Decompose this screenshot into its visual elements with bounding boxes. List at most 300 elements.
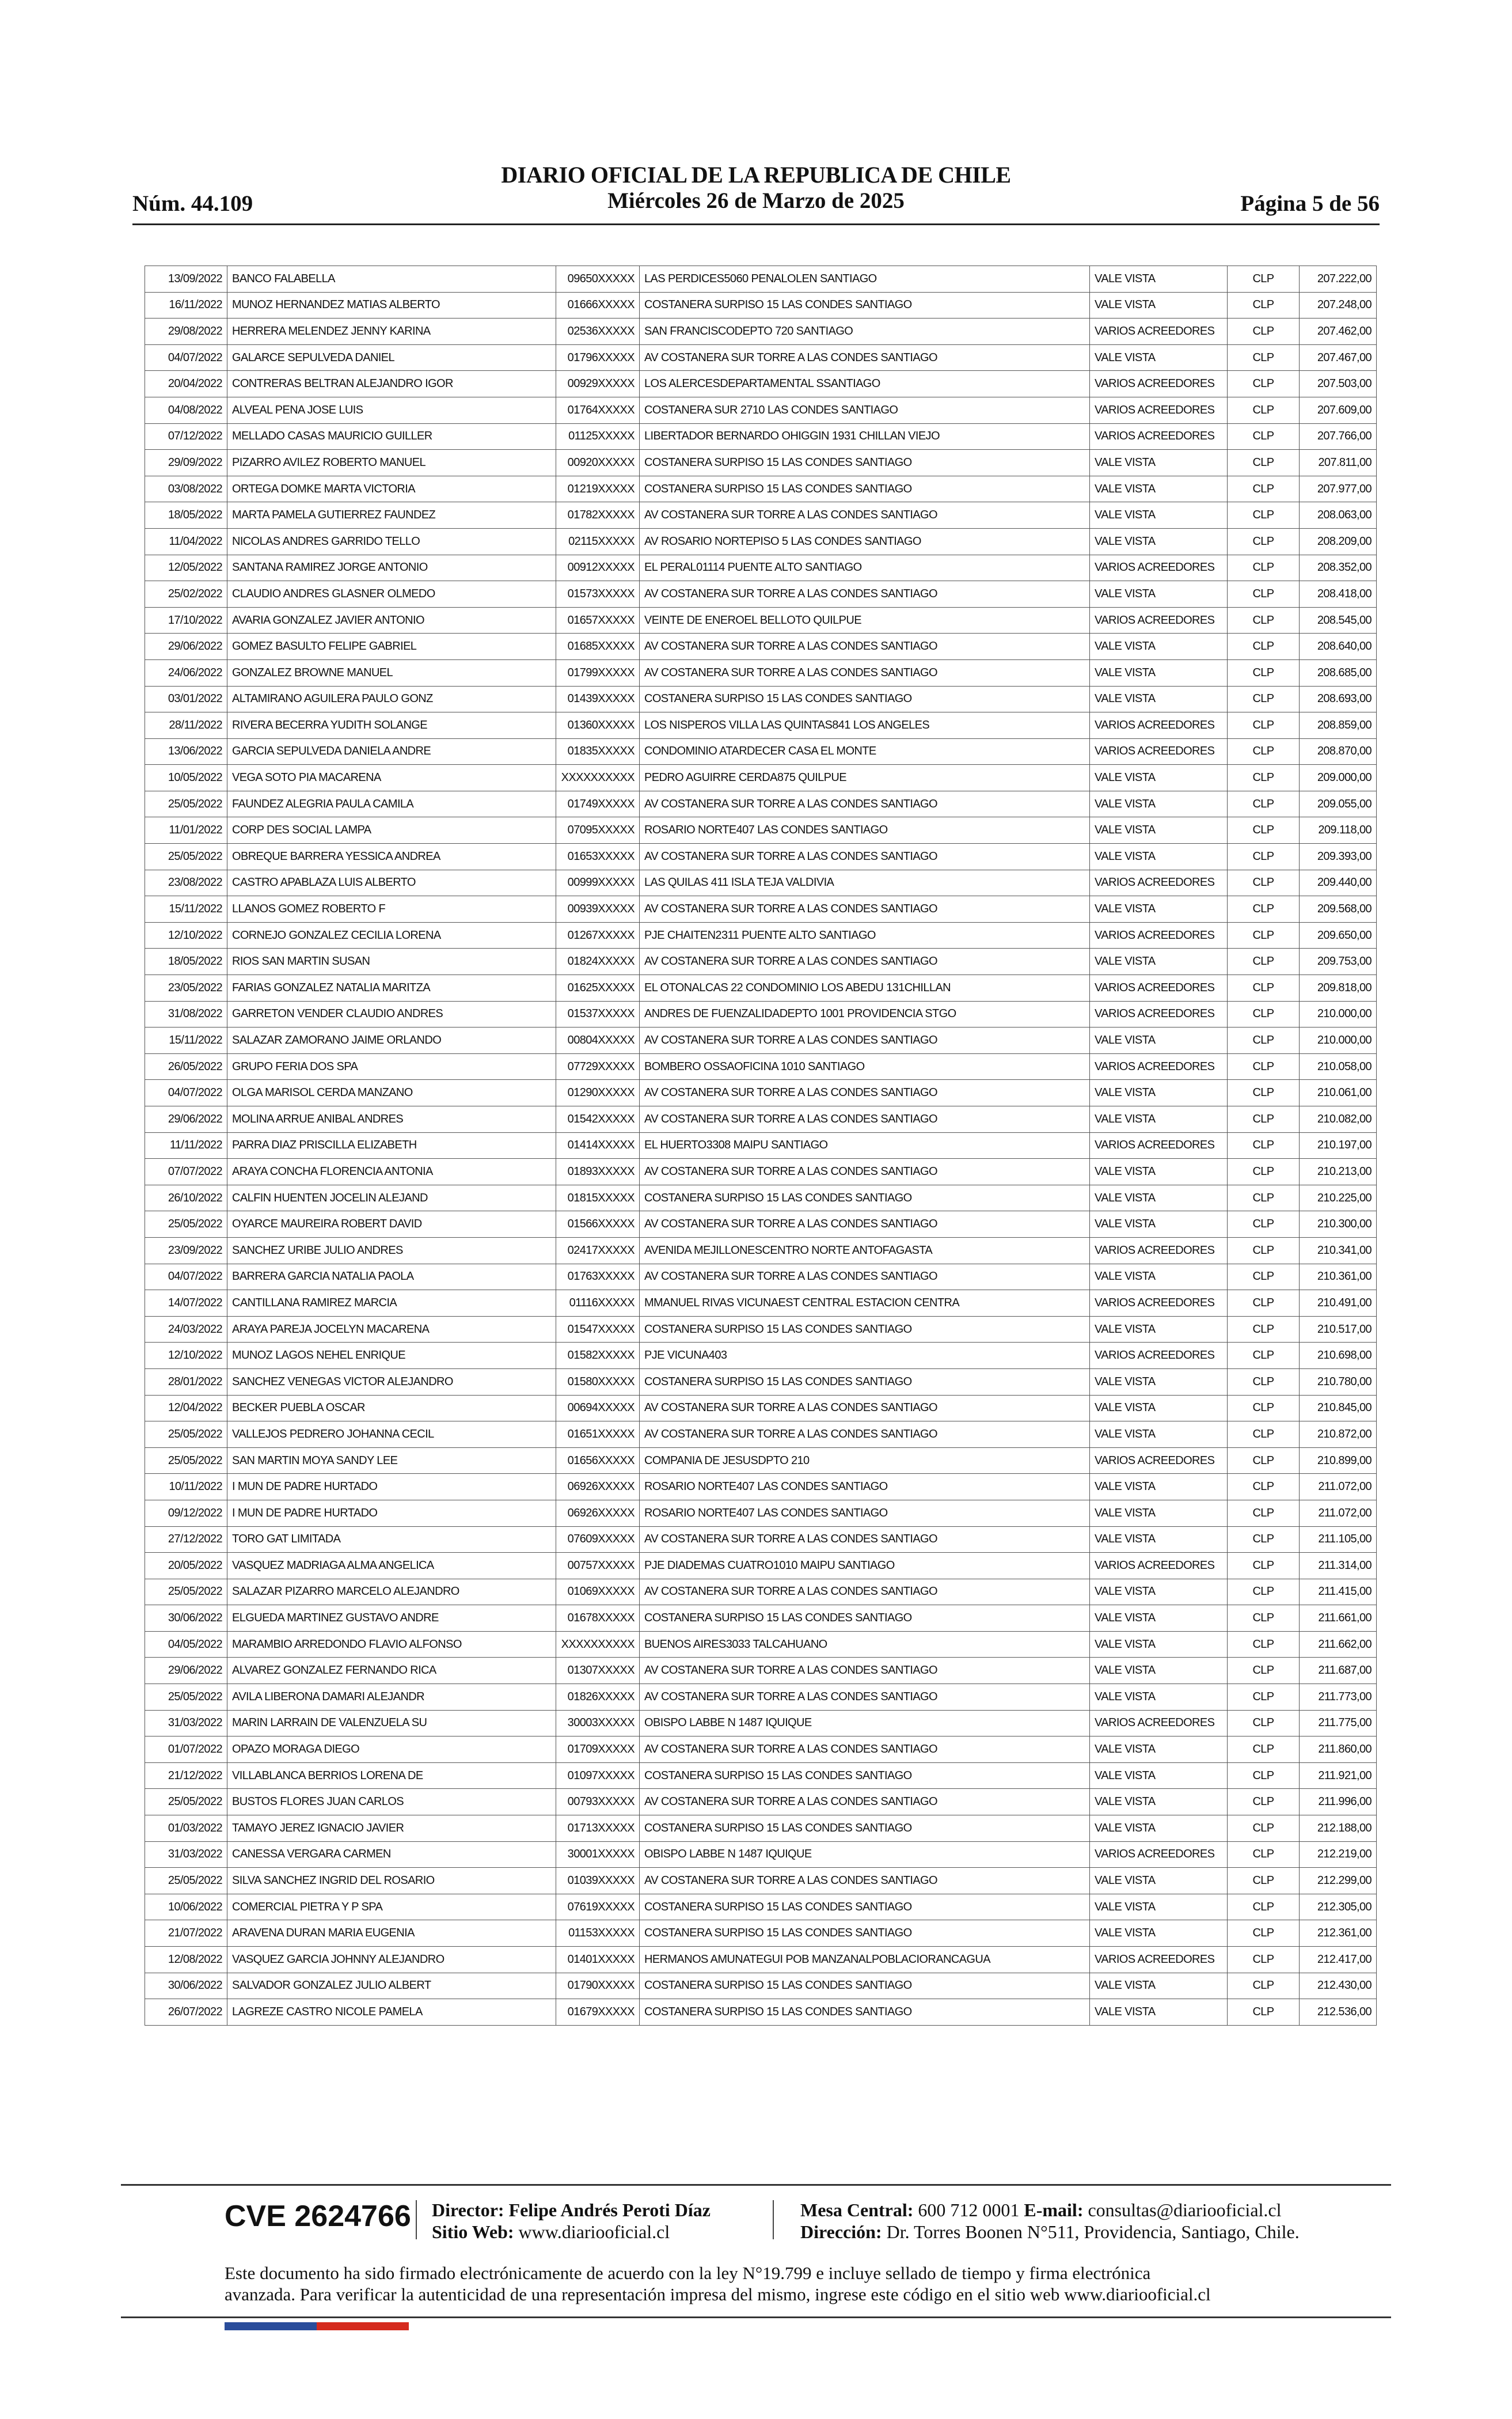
row-date: 11/01/2022 xyxy=(145,817,227,844)
row-address: LIBERTADOR BERNARDO OHIGGIN 1931 CHILLAN VIEJO xyxy=(640,423,1090,450)
row-name: ARAYA PAREJA JOCELYN MACARENA xyxy=(227,1316,556,1343)
row-payment-type: VALE VISTA xyxy=(1090,1973,1228,1999)
row-payment-type: VARIOS ACREEDORES xyxy=(1090,1553,1228,1579)
row-address: AV COSTANERA SUR TORRE A LAS CONDES SANTIAGO xyxy=(640,896,1090,923)
table-row xyxy=(145,1316,1377,1343)
row-rut: 07619XXXXX xyxy=(556,1894,640,1920)
row-rut: 01625XXXXX xyxy=(556,975,640,1002)
row-currency: CLP xyxy=(1228,1132,1300,1159)
row-amount: 211.860,00 xyxy=(1300,1736,1377,1763)
row-name: AVARIA GONZALEZ JAVIER ANTONIO xyxy=(227,607,556,634)
row-amount: 210.899,00 xyxy=(1300,1447,1377,1474)
row-name: CASTRO APABLAZA LUIS ALBERTO xyxy=(227,870,556,896)
row-currency: CLP xyxy=(1228,1316,1300,1343)
row-date: 29/06/2022 xyxy=(145,634,227,660)
table-row xyxy=(145,1841,1377,1868)
row-payment-type: VALE VISTA xyxy=(1090,1500,1228,1526)
row-payment-type: VALE VISTA xyxy=(1090,502,1228,529)
row-payment-type: VALE VISTA xyxy=(1090,1185,1228,1211)
row-payment-type: VALE VISTA xyxy=(1090,844,1228,870)
row-name: VASQUEZ GARCIA JOHNNY ALEJANDRO xyxy=(227,1947,556,1973)
email-label: E-mail: xyxy=(1024,2200,1084,2220)
row-currency: CLP xyxy=(1228,1185,1300,1211)
row-amount: 211.775,00 xyxy=(1300,1710,1377,1736)
row-payment-type: VALE VISTA xyxy=(1090,528,1228,555)
row-payment-type: VALE VISTA xyxy=(1090,344,1228,371)
row-address: AV COSTANERA SUR TORRE A LAS CONDES SANTIAGO xyxy=(640,1106,1090,1133)
row-amount: 209.818,00 xyxy=(1300,975,1377,1002)
row-address: COSTANERA SURPISO 15 LAS CONDES SANTIAGO xyxy=(640,292,1090,319)
row-rut: 01414XXXXX xyxy=(556,1132,640,1159)
row-name: COMERCIAL PIETRA Y P SPA xyxy=(227,1894,556,1920)
row-name: TAMAYO JEREZ IGNACIO JAVIER xyxy=(227,1815,556,1842)
table-row xyxy=(145,1395,1377,1421)
row-rut: 00793XXXXX xyxy=(556,1789,640,1815)
row-name: CANTILLANA RAMIREZ MARCIA xyxy=(227,1290,556,1317)
row-date: 01/03/2022 xyxy=(145,1815,227,1842)
row-name: VILLABLANCA BERRIOS LORENA DE xyxy=(227,1762,556,1789)
row-rut: 00920XXXXX xyxy=(556,450,640,476)
records-table-wrapper xyxy=(145,266,1376,2026)
row-date: 07/12/2022 xyxy=(145,423,227,450)
row-address: LAS QUILAS 411 ISLA TEJA VALDIVIA xyxy=(640,870,1090,896)
row-payment-type: VALE VISTA xyxy=(1090,476,1228,502)
row-amount: 208.859,00 xyxy=(1300,712,1377,739)
row-payment-type: VALE VISTA xyxy=(1090,1264,1228,1290)
table-row xyxy=(145,634,1377,660)
row-amount: 212.536,00 xyxy=(1300,1999,1377,2026)
row-address: ROSARIO NORTE407 LAS CONDES SANTIAGO xyxy=(640,1500,1090,1526)
row-currency: CLP xyxy=(1228,870,1300,896)
website-link[interactable]: www.diariooficial.cl xyxy=(518,2221,670,2242)
row-date: 23/08/2022 xyxy=(145,870,227,896)
row-payment-type: VALE VISTA xyxy=(1090,581,1228,608)
row-name: PIZARRO AVILEZ ROBERTO MANUEL xyxy=(227,450,556,476)
row-payment-type: VARIOS ACREEDORES xyxy=(1090,738,1228,765)
row-amount: 210.517,00 xyxy=(1300,1316,1377,1343)
row-rut: 01763XXXXX xyxy=(556,1264,640,1290)
row-date: 04/07/2022 xyxy=(145,344,227,371)
row-name: SANTANA RAMIREZ JORGE ANTONIO xyxy=(227,555,556,581)
row-name: RIVERA BECERRA YUDITH SOLANGE xyxy=(227,712,556,739)
row-currency: CLP xyxy=(1228,975,1300,1002)
row-name: TORO GAT LIMITADA xyxy=(227,1526,556,1553)
row-name: ALVEAL PENA JOSE LUIS xyxy=(227,397,556,423)
row-payment-type: VARIOS ACREEDORES xyxy=(1090,371,1228,397)
row-rut: 00939XXXXX xyxy=(556,896,640,923)
row-date: 09/12/2022 xyxy=(145,1500,227,1526)
row-amount: 211.072,00 xyxy=(1300,1500,1377,1526)
row-date: 21/07/2022 xyxy=(145,1920,227,1947)
table-row xyxy=(145,1579,1377,1605)
row-date: 26/05/2022 xyxy=(145,1053,227,1080)
row-address: COSTANERA SURPISO 15 LAS CONDES SANTIAGO xyxy=(640,476,1090,502)
table-row xyxy=(145,817,1377,844)
row-currency: CLP xyxy=(1228,1106,1300,1133)
row-rut: 01653XXXXX xyxy=(556,844,640,870)
row-address: AV COSTANERA SUR TORRE A LAS CONDES SANTIAGO xyxy=(640,844,1090,870)
row-date: 10/06/2022 xyxy=(145,1894,227,1920)
row-date: 12/08/2022 xyxy=(145,1947,227,1973)
table-row xyxy=(145,607,1377,634)
row-rut: 00757XXXXX xyxy=(556,1553,640,1579)
row-payment-type: VARIOS ACREEDORES xyxy=(1090,1001,1228,1027)
row-date: 15/11/2022 xyxy=(145,1027,227,1054)
row-payment-type: VARIOS ACREEDORES xyxy=(1090,1132,1228,1159)
row-payment-type: VALE VISTA xyxy=(1090,765,1228,791)
row-date: 12/10/2022 xyxy=(145,922,227,949)
row-date: 15/11/2022 xyxy=(145,896,227,923)
row-rut: 01401XXXXX xyxy=(556,1947,640,1973)
table-row xyxy=(145,791,1377,817)
row-date: 13/09/2022 xyxy=(145,266,227,293)
table-row xyxy=(145,1132,1377,1159)
row-address: COSTANERA SURPISO 15 LAS CONDES SANTIAGO xyxy=(640,1894,1090,1920)
row-date: 03/01/2022 xyxy=(145,686,227,712)
row-amount: 207.248,00 xyxy=(1300,292,1377,319)
row-amount: 210.082,00 xyxy=(1300,1106,1377,1133)
row-currency: CLP xyxy=(1228,659,1300,686)
row-payment-type: VARIOS ACREEDORES xyxy=(1090,1343,1228,1369)
row-address: HERMANOS AMUNATEGUI POB MANZANALPOBLACIORANCAGUA xyxy=(640,1947,1090,1973)
row-name: VASQUEZ MADRIAGA ALMA ANGELICA xyxy=(227,1553,556,1579)
row-date: 20/05/2022 xyxy=(145,1553,227,1579)
row-name: OPAZO MORAGA DIEGO xyxy=(227,1736,556,1763)
row-amount: 210.225,00 xyxy=(1300,1185,1377,1211)
row-date: 11/04/2022 xyxy=(145,528,227,555)
row-payment-type: VALE VISTA xyxy=(1090,1526,1228,1553)
row-payment-type: VARIOS ACREEDORES xyxy=(1090,555,1228,581)
row-date: 25/05/2022 xyxy=(145,844,227,870)
row-payment-type: VALE VISTA xyxy=(1090,1736,1228,1763)
row-amount: 212.430,00 xyxy=(1300,1973,1377,1999)
row-payment-type: VALE VISTA xyxy=(1090,1762,1228,1789)
row-address: MMANUEL RIVAS VICUNAEST CENTRAL ESTACION CENTRA xyxy=(640,1290,1090,1317)
row-amount: 210.213,00 xyxy=(1300,1159,1377,1185)
row-amount: 211.773,00 xyxy=(1300,1684,1377,1711)
row-address: AV COSTANERA SUR TORRE A LAS CONDES SANTIAGO xyxy=(640,1658,1090,1684)
row-rut: 01651XXXXX xyxy=(556,1421,640,1448)
table-row xyxy=(145,1526,1377,1553)
row-name: OBREQUE BARRERA YESSICA ANDREA xyxy=(227,844,556,870)
row-amount: 210.845,00 xyxy=(1300,1395,1377,1421)
row-name: AVILA LIBERONA DAMARI ALEJANDR xyxy=(227,1684,556,1711)
row-address: AV COSTANERA SUR TORRE A LAS CONDES SANTIAGO xyxy=(640,949,1090,975)
row-amount: 210.000,00 xyxy=(1300,1027,1377,1054)
page-number: Página 5 de 56 xyxy=(1240,191,1380,216)
table-row xyxy=(145,738,1377,765)
row-address: BUENOS AIRES3033 TALCAHUANO xyxy=(640,1631,1090,1658)
row-currency: CLP xyxy=(1228,476,1300,502)
row-payment-type: VARIOS ACREEDORES xyxy=(1090,870,1228,896)
row-address: AV COSTANERA SUR TORRE A LAS CONDES SANTIAGO xyxy=(640,791,1090,817)
row-rut: 01835XXXXX xyxy=(556,738,640,765)
row-address: AV COSTANERA SUR TORRE A LAS CONDES SANTIAGO xyxy=(640,1027,1090,1054)
table-row xyxy=(145,397,1377,423)
row-amount: 212.361,00 xyxy=(1300,1920,1377,1947)
row-currency: CLP xyxy=(1228,1237,1300,1264)
row-name: SAN MARTIN MOYA SANDY LEE xyxy=(227,1447,556,1474)
row-rut: 02417XXXXX xyxy=(556,1237,640,1264)
row-currency: CLP xyxy=(1228,1973,1300,1999)
row-currency: CLP xyxy=(1228,949,1300,975)
row-name: I MUN DE PADRE HURTADO xyxy=(227,1474,556,1500)
row-rut: 07729XXXXX xyxy=(556,1053,640,1080)
row-currency: CLP xyxy=(1228,817,1300,844)
row-rut: 01796XXXXX xyxy=(556,344,640,371)
row-address: COSTANERA SURPISO 15 LAS CONDES SANTIAGO xyxy=(640,1605,1090,1632)
address-label: Dirección: xyxy=(800,2221,882,2242)
row-address: BOMBERO OSSAOFICINA 1010 SANTIAGO xyxy=(640,1053,1090,1080)
row-name: GARRETON VENDER CLAUDIO ANDRES xyxy=(227,1001,556,1027)
row-rut: 01116XXXXX xyxy=(556,1290,640,1317)
row-address: AVENIDA MEJILLONESCENTRO NORTE ANTOFAGASTA xyxy=(640,1237,1090,1264)
row-name: CONTRERAS BELTRAN ALEJANDRO IGOR xyxy=(227,371,556,397)
row-date: 18/05/2022 xyxy=(145,502,227,529)
row-currency: CLP xyxy=(1228,1605,1300,1632)
row-payment-type: VALE VISTA xyxy=(1090,1211,1228,1238)
row-rut: 01290XXXXX xyxy=(556,1080,640,1106)
row-name: CORNEJO GONZALEZ CECILIA LORENA xyxy=(227,922,556,949)
row-date: 21/12/2022 xyxy=(145,1762,227,1789)
row-rut: 01656XXXXX xyxy=(556,1447,640,1474)
director-label: Director: xyxy=(432,2200,504,2220)
row-date: 28/01/2022 xyxy=(145,1368,227,1395)
row-payment-type: VALE VISTA xyxy=(1090,1421,1228,1448)
row-payment-type: VALE VISTA xyxy=(1090,659,1228,686)
row-name: GRUPO FERIA DOS SPA xyxy=(227,1053,556,1080)
row-address: ROSARIO NORTE407 LAS CONDES SANTIAGO xyxy=(640,817,1090,844)
table-row xyxy=(145,528,1377,555)
row-payment-type: VARIOS ACREEDORES xyxy=(1090,423,1228,450)
page-header xyxy=(132,162,1380,220)
row-date: 17/10/2022 xyxy=(145,607,227,634)
row-payment-type: VARIOS ACREEDORES xyxy=(1090,1841,1228,1868)
table-row xyxy=(145,1447,1377,1474)
row-amount: 209.753,00 xyxy=(1300,949,1377,975)
row-currency: CLP xyxy=(1228,1762,1300,1789)
row-name: SILVA SANCHEZ INGRID DEL ROSARIO xyxy=(227,1868,556,1894)
row-address: COSTANERA SURPISO 15 LAS CONDES SANTIAGO xyxy=(640,450,1090,476)
row-payment-type: VARIOS ACREEDORES xyxy=(1090,1447,1228,1474)
row-rut: 01749XXXXX xyxy=(556,791,640,817)
row-payment-type: VALE VISTA xyxy=(1090,1658,1228,1684)
row-date: 29/06/2022 xyxy=(145,1658,227,1684)
masthead xyxy=(132,162,1380,214)
row-address: AV COSTANERA SUR TORRE A LAS CONDES SANTIAGO xyxy=(640,659,1090,686)
row-payment-type: VALE VISTA xyxy=(1090,686,1228,712)
row-rut: 01685XXXXX xyxy=(556,634,640,660)
row-rut: 01069XXXXX xyxy=(556,1579,640,1605)
table-row xyxy=(145,1237,1377,1264)
row-rut: 01573XXXXX xyxy=(556,581,640,608)
row-currency: CLP xyxy=(1228,1553,1300,1579)
row-currency: CLP xyxy=(1228,1500,1300,1526)
row-payment-type: VARIOS ACREEDORES xyxy=(1090,607,1228,634)
row-address: OBISPO LABBE N 1487 IQUIQUE xyxy=(640,1710,1090,1736)
row-rut: 06926XXXXX xyxy=(556,1500,640,1526)
row-date: 01/07/2022 xyxy=(145,1736,227,1763)
row-amount: 209.393,00 xyxy=(1300,844,1377,870)
row-amount: 209.055,00 xyxy=(1300,791,1377,817)
row-name: VEGA SOTO PIA MACARENA xyxy=(227,765,556,791)
row-rut: 01666XXXXX xyxy=(556,292,640,319)
row-address: SAN FRANCISCODEPTO 720 SANTIAGO xyxy=(640,319,1090,345)
table-row xyxy=(145,1789,1377,1815)
row-amount: 208.640,00 xyxy=(1300,634,1377,660)
row-amount: 211.996,00 xyxy=(1300,1789,1377,1815)
row-currency: CLP xyxy=(1228,1368,1300,1395)
row-rut: 01799XXXXX xyxy=(556,659,640,686)
row-rut: 00912XXXXX xyxy=(556,555,640,581)
row-payment-type: VARIOS ACREEDORES xyxy=(1090,975,1228,1002)
row-address: COMPANIA DE JESUSDPTO 210 xyxy=(640,1447,1090,1474)
row-rut: 01713XXXXX xyxy=(556,1815,640,1842)
row-name: MUNOZ LAGOS NEHEL ENRIQUE xyxy=(227,1343,556,1369)
row-amount: 211.687,00 xyxy=(1300,1658,1377,1684)
mesa-phone: 600 712 0001 xyxy=(918,2200,1020,2220)
address-text: Dr. Torres Boonen N°511, Providencia, Santiago, Chile. xyxy=(886,2221,1300,2242)
row-name: CORP DES SOCIAL LAMPA xyxy=(227,817,556,844)
row-currency: CLP xyxy=(1228,896,1300,923)
row-currency: CLP xyxy=(1228,266,1300,293)
row-name: RIOS SAN MARTIN SUSAN xyxy=(227,949,556,975)
row-currency: CLP xyxy=(1228,292,1300,319)
row-currency: CLP xyxy=(1228,1658,1300,1684)
row-currency: CLP xyxy=(1228,450,1300,476)
row-currency: CLP xyxy=(1228,1290,1300,1317)
row-rut: 01566XXXXX xyxy=(556,1211,640,1238)
row-amount: 210.341,00 xyxy=(1300,1237,1377,1264)
table-row xyxy=(145,1343,1377,1369)
row-date: 25/05/2022 xyxy=(145,1579,227,1605)
row-date: 30/06/2022 xyxy=(145,1605,227,1632)
row-name: CANESSA VERGARA CARMEN xyxy=(227,1841,556,1868)
row-currency: CLP xyxy=(1228,1526,1300,1553)
row-rut: XXXXXXXXXX xyxy=(556,765,640,791)
row-address: AV COSTANERA SUR TORRE A LAS CONDES SANTIAGO xyxy=(640,581,1090,608)
row-amount: 208.418,00 xyxy=(1300,581,1377,608)
row-currency: CLP xyxy=(1228,1684,1300,1711)
row-payment-type: VALE VISTA xyxy=(1090,1579,1228,1605)
table-row xyxy=(145,1106,1377,1133)
row-currency: CLP xyxy=(1228,581,1300,608)
row-currency: CLP xyxy=(1228,1815,1300,1842)
table-row xyxy=(145,1053,1377,1080)
row-name: SALAZAR ZAMORANO JAIME ORLANDO xyxy=(227,1027,556,1054)
table-row xyxy=(145,344,1377,371)
row-rut: 01815XXXXX xyxy=(556,1185,640,1211)
row-name: LLANOS GOMEZ ROBERTO F xyxy=(227,896,556,923)
table-row xyxy=(145,712,1377,739)
table-row xyxy=(145,949,1377,975)
row-name: SALVADOR GONZALEZ JULIO ALBERT xyxy=(227,1973,556,1999)
row-date: 04/07/2022 xyxy=(145,1080,227,1106)
row-rut: 00694XXXXX xyxy=(556,1395,640,1421)
row-currency: CLP xyxy=(1228,1920,1300,1947)
row-address: PEDRO AGUIRRE CERDA875 QUILPUE xyxy=(640,765,1090,791)
row-currency: CLP xyxy=(1228,1579,1300,1605)
row-amount: 210.197,00 xyxy=(1300,1132,1377,1159)
header-divider xyxy=(132,223,1380,225)
row-currency: CLP xyxy=(1228,1894,1300,1920)
row-amount: 210.000,00 xyxy=(1300,1001,1377,1027)
row-rut: 01307XXXXX xyxy=(556,1658,640,1684)
row-rut: 02115XXXXX xyxy=(556,528,640,555)
row-payment-type: VALE VISTA xyxy=(1090,1106,1228,1133)
table-row xyxy=(145,1500,1377,1526)
row-rut: 30003XXXXX xyxy=(556,1710,640,1736)
row-address: LAS PERDICES5060 PENALOLEN SANTIAGO xyxy=(640,266,1090,293)
table-row xyxy=(145,1211,1377,1238)
row-currency: CLP xyxy=(1228,1001,1300,1027)
row-address: AV COSTANERA SUR TORRE A LAS CONDES SANTIAGO xyxy=(640,1264,1090,1290)
row-rut: 00929XXXXX xyxy=(556,371,640,397)
row-address: CONDOMINIO ATARDECER CASA EL MONTE xyxy=(640,738,1090,765)
row-date: 26/10/2022 xyxy=(145,1185,227,1211)
row-payment-type: VARIOS ACREEDORES xyxy=(1090,922,1228,949)
row-payment-type: VARIOS ACREEDORES xyxy=(1090,1710,1228,1736)
row-payment-type: VALE VISTA xyxy=(1090,1999,1228,2026)
row-payment-type: VALE VISTA xyxy=(1090,450,1228,476)
records-table xyxy=(145,266,1377,2026)
row-rut: 01764XXXXX xyxy=(556,397,640,423)
row-amount: 207.467,00 xyxy=(1300,344,1377,371)
row-name: SALAZAR PIZARRO MARCELO ALEJANDRO xyxy=(227,1579,556,1605)
row-name: GONZALEZ BROWNE MANUEL xyxy=(227,659,556,686)
row-address: LOS NISPEROS VILLA LAS QUINTAS841 LOS ANGELES xyxy=(640,712,1090,739)
row-address: COSTANERA SURPISO 15 LAS CONDES SANTIAGO xyxy=(640,1973,1090,1999)
row-payment-type: VARIOS ACREEDORES xyxy=(1090,1237,1228,1264)
row-currency: CLP xyxy=(1228,1789,1300,1815)
row-address: OBISPO LABBE N 1487 IQUIQUE xyxy=(640,1841,1090,1868)
row-name: ALVAREZ GONZALEZ FERNANDO RICA xyxy=(227,1658,556,1684)
row-name: OLGA MARISOL CERDA MANZANO xyxy=(227,1080,556,1106)
row-name: MARTA PAMELA GUTIERREZ FAUNDEZ xyxy=(227,502,556,529)
row-amount: 212.299,00 xyxy=(1300,1868,1377,1894)
row-payment-type: VARIOS ACREEDORES xyxy=(1090,319,1228,345)
row-payment-type: VALE VISTA xyxy=(1090,1159,1228,1185)
row-address: AV COSTANERA SUR TORRE A LAS CONDES SANTIAGO xyxy=(640,634,1090,660)
row-rut: 09650XXXXX xyxy=(556,266,640,293)
row-date: 12/04/2022 xyxy=(145,1395,227,1421)
row-address: AV COSTANERA SUR TORRE A LAS CONDES SANTIAGO xyxy=(640,1421,1090,1448)
email-link[interactable]: consultas@diariooficial.cl xyxy=(1088,2200,1282,2220)
row-currency: CLP xyxy=(1228,1631,1300,1658)
row-address: EL HUERTO3308 MAIPU SANTIAGO xyxy=(640,1132,1090,1159)
row-name: MUNOZ HERNANDEZ MATIAS ALBERTO xyxy=(227,292,556,319)
row-amount: 211.662,00 xyxy=(1300,1631,1377,1658)
row-rut: 01360XXXXX xyxy=(556,712,640,739)
table-row xyxy=(145,1290,1377,1317)
flag-stripe xyxy=(225,2322,409,2330)
row-amount: 210.061,00 xyxy=(1300,1080,1377,1106)
row-payment-type: VARIOS ACREEDORES xyxy=(1090,1947,1228,1973)
row-address: AV ROSARIO NORTEPISO 5 LAS CONDES SANTIAGO xyxy=(640,528,1090,555)
row-currency: CLP xyxy=(1228,1264,1300,1290)
row-payment-type: VALE VISTA xyxy=(1090,1631,1228,1658)
row-amount: 211.661,00 xyxy=(1300,1605,1377,1632)
row-name: GALARCE SEPULVEDA DANIEL xyxy=(227,344,556,371)
row-date: 03/08/2022 xyxy=(145,476,227,502)
table-row xyxy=(145,1553,1377,1579)
row-payment-type: VALE VISTA xyxy=(1090,1316,1228,1343)
row-address: AV COSTANERA SUR TORRE A LAS CONDES SANTIAGO xyxy=(640,1789,1090,1815)
table-row xyxy=(145,1605,1377,1632)
row-currency: CLP xyxy=(1228,528,1300,555)
row-name: ARAVENA DURAN MARIA EUGENIA xyxy=(227,1920,556,1947)
row-amount: 207.503,00 xyxy=(1300,371,1377,397)
